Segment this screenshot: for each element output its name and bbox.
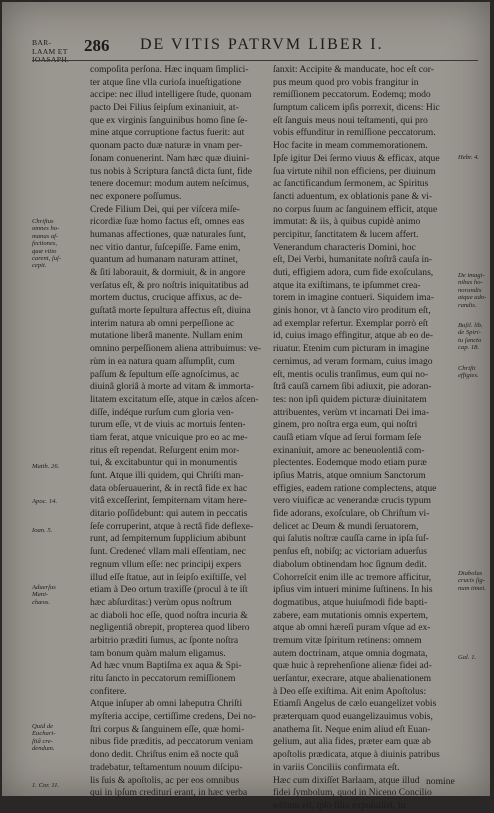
- margin-note: [458, 322, 490, 352]
- text-line: ginem, pro noſtra erga eum, qui noſtri: [273, 419, 418, 431]
- margin-note-line: tu ſancto: [458, 336, 482, 344]
- text-line: atque ab omni hæreſi puram vſque ad ex-: [273, 622, 431, 634]
- margin-note: [458, 272, 490, 309]
- margin-note: [32, 527, 86, 534]
- margin-note-line: De imagi-: [458, 272, 485, 279]
- text-line: mortem ductus, crucique affixus, ac de-: [90, 292, 242, 304]
- margin-note-line: dendum.: [32, 745, 55, 753]
- text-line: diuinâ gloriâ à morte ad vitam & immorta-: [90, 381, 254, 393]
- text-line: ac diaboli hoc eſſe, quod noſtra incuria &: [90, 609, 248, 621]
- text-line: fide adorans, exoſculare, ob Chriſtum vi-: [273, 508, 430, 520]
- margin-note: [32, 498, 86, 505]
- text-line: nibus fide præditis, ad peccatorum veniam: [90, 736, 254, 748]
- text-line: diſſe, indéque rurſum cum gloria ven-: [90, 406, 234, 418]
- right-text-column: [273, 64, 455, 813]
- text-line: tes: non ipſi quidem picturæ diuinitatem: [273, 393, 427, 405]
- text-line: vero viuificæ ac venerandæ crucis typum: [273, 495, 431, 507]
- text-line: tradebatur, teſtamentum nouum diſcipu-: [90, 761, 243, 773]
- text-line: editum eſt, ipſo filio expoſuiſſet, in: [273, 799, 406, 811]
- margin-note-line: Gal. 1.: [458, 654, 477, 661]
- text-line: nec vitio dantur, ſuſcepiſſe. Fame enim,: [90, 241, 241, 253]
- text-line: ipſius vim intueri minime ſuſtinens. In his: [273, 584, 433, 596]
- margin-note-line: Baſil. lib.: [458, 322, 483, 329]
- margin-note: [458, 654, 490, 661]
- text-line: Etiamſi Angelus de cælo euangelizet vobis: [273, 698, 437, 710]
- text-line: tus nobis à Scriptura ſanctâ dicta ſunt, fide: [90, 165, 252, 177]
- text-line: arbitrio præditi ſumus, ac ſponte noſtra: [90, 634, 239, 646]
- text-line: plectentes. Eodemque modo etiam puræ: [273, 457, 427, 469]
- text-line: myſteria accipe, certiſſime credens, Dei no-: [90, 711, 256, 723]
- text-line: ſanxit: Accipite & manducate, hoc eſt cor-: [273, 64, 434, 75]
- margin-note-line: Apoc. 14.: [32, 498, 58, 505]
- text-line: illud eſſe ſtatue, aut in ſeipſo exiſtiſſe, vel: [90, 571, 247, 583]
- text-line: negligentiâ obrepit, propterea quod libero: [90, 622, 250, 634]
- text-line: riuatur. Etenim cum picturam in imagine: [273, 343, 430, 355]
- text-line: tui, & excitabuntur qui in monumentis: [90, 457, 238, 469]
- text-line: etiam à Deo ortum traxiſſe (procul à te iſt: [90, 584, 248, 596]
- text-line: cauſâ etiam vſque ad ſerui formam ſeſe: [273, 431, 422, 443]
- text-line: qui in ipſum crediturí erant, in hæc verba: [90, 787, 248, 799]
- text-line: immutat: & iis, à quibus cupidè animo: [273, 216, 421, 228]
- text-line: ipſius Matris, atque omnium Sanctorum: [273, 470, 426, 481]
- text-line: in variis Conciliis confirmata eſt.: [273, 761, 400, 773]
- book-page: [2, 2, 490, 811]
- text-line: tenere docemur: modum autem neſcimus,: [90, 178, 250, 190]
- margin-note-line: Hebr. 4.: [458, 154, 480, 161]
- text-line: Venerandum characteris Domini, hoc: [273, 241, 416, 253]
- margin-note-line: nibus ho-: [458, 279, 483, 287]
- text-line: hæc abſurditas:) verùm opus noſtrum: [90, 596, 232, 608]
- margin-note: [458, 154, 490, 161]
- text-line: à Deo eſſe exiſtima. Ait enim Apoſtolus:: [273, 685, 427, 697]
- text-line: atque ita exiſtimans, te ipſummet crea-: [273, 279, 421, 291]
- text-line: quantum ad humanam naturam attinet,: [90, 254, 238, 266]
- text-line: dogmatibus, atque huiuſmodi fide bapti-: [273, 596, 428, 608]
- text-line: eſt, Dei Verbi, humanitate noſtrâ cauſa in-: [273, 254, 433, 266]
- text-line: Atque inſuper ab omni labeputra Chriſti: [90, 698, 243, 710]
- text-line: Ipſe igitur Dei ſermo viuus & efficax, atque: [273, 152, 440, 164]
- text-line: attribuentes, verùm vt incarnati Dei ima-: [273, 406, 430, 418]
- text-line: ac ſanctificandum ſermonem, ac Spiritus: [273, 178, 429, 190]
- text-line: data obſeruauerint, & in rectâ fide ex hac: [90, 482, 248, 494]
- margin-note: [32, 782, 86, 789]
- text-line: duti, effigiem adora, cum fide exoſculans,: [273, 267, 434, 278]
- margin-note-line: 1. Cor. 11.: [32, 782, 60, 789]
- text-line: Hoc facite in meam commemorationem.: [273, 140, 428, 152]
- text-line: id, cuius imago effingitur, atque ab eo de-: [273, 330, 434, 342]
- text-line: tremum vitæ ſpiritum retinens: omnem: [273, 634, 422, 646]
- margin-note: [32, 218, 86, 270]
- text-line: guſtatâ morte ſepultura affectus eſt, diuina: [90, 305, 251, 317]
- margin-note-line: Diabolus: [458, 570, 483, 577]
- margin-note-line: Matth. 26.: [32, 463, 60, 470]
- text-line: & ſiti laborauit, & dormiuit, & in angore: [90, 267, 246, 278]
- text-line: penſus eſt, nobiſq; ac victoriam aduerſus: [273, 546, 427, 558]
- text-line: delicet ac Deum & mundi ſeruatorem,: [273, 520, 419, 532]
- text-line: turum eſſe, vt de viuis ac mortuis ſenten-: [90, 419, 246, 431]
- margin-note-line: Quid de: [32, 723, 54, 730]
- text-line: ter atque ſine vlla curioſa inueſtigatione: [90, 76, 242, 88]
- text-line: pacto Dei Filius ſeipſum exinaniuit, at-: [90, 102, 239, 114]
- margin-note-line: Euchari-: [32, 730, 56, 738]
- text-line: ſumptum calicem ipſis porrexit, dicens: Hic: [273, 102, 440, 114]
- text-line: ſtrâ cauſâ carnem ſibi adiuxit, pie adoran-: [273, 381, 432, 393]
- margin-note-line: cap. 18.: [458, 344, 480, 352]
- margin-note-line: chæos.: [32, 598, 51, 606]
- text-line: uerſantur, execrare, atque abalienationem: [273, 673, 432, 684]
- text-line: torem in imagine contueri. Siquidem ima-: [273, 292, 434, 304]
- text-line: fidei ſymbolum, quod in Niceno Concilio: [273, 787, 432, 799]
- text-line: exinaniuit, amore ac beneuolentiâ com-: [273, 444, 425, 456]
- margin-note-line: norandis: [458, 286, 482, 294]
- text-line: quonam pacto duæ naturæ in vnam per-: [90, 140, 243, 152]
- margin-note-line: Aduerſus: [32, 584, 56, 591]
- margin-note-line: ſtiâ cre-: [32, 737, 53, 745]
- text-line: ſeſe corruperint, atque à rectâ fide deflexe-: [90, 520, 254, 532]
- text-line: mutatione liberâ manente. Nullam enim: [90, 330, 243, 342]
- text-line: nec exponere poſſumus.: [90, 190, 182, 202]
- margin-note-line: randis.: [458, 301, 477, 309]
- text-line: tiam ferat, atque vnicuique pro eo ac me-: [90, 431, 248, 443]
- margin-note-line: quæ vitio: [32, 247, 57, 255]
- text-line: ricordiæ ſuæ homo factus eſt, omnes eas: [90, 216, 245, 228]
- text-line: ritu ſancto in peccatorum remiſſionem: [90, 673, 236, 684]
- text-line: omnino perpeſſionem aliena attribuimus: ve-: [90, 343, 262, 355]
- margin-note: [32, 463, 86, 470]
- text-line: ad exemplar refertur. Exemplar porrò eſt: [273, 317, 429, 329]
- text-line: ſunt. Credeneć vllam mali eſſentiam, nec: [90, 546, 246, 558]
- margin-note-line: effigies.: [458, 372, 479, 380]
- text-line: lis ſuis & apoſtolis, ac per eos omnibus: [90, 774, 240, 786]
- text-line: tam bonum quàm malum eligamus.: [90, 647, 226, 659]
- margin-note-line: Mani-: [32, 591, 49, 599]
- margin-note-line: de Spiri-: [458, 329, 481, 337]
- text-line: vobis effunditur in remiſſione peccatorum.: [273, 127, 436, 139]
- text-line: ritus eſt rependat. Reſurgent enim mor-: [90, 444, 240, 456]
- text-line: autem doctrinam, atque omnia dogmata,: [273, 647, 428, 659]
- text-line: Cohorreſcit enim ille ac tremore afficitur,: [273, 571, 432, 583]
- text-line: vitâ exceſſerint, ſempiternam vitam here-: [90, 495, 247, 507]
- margin-note: [32, 584, 86, 606]
- text-line: dono dedit. Chriſtus enim eâ nocte quâ: [90, 749, 239, 761]
- running-title: DE VITIS PATRVM LIBER I.: [140, 36, 384, 53]
- text-line: confitere.: [90, 685, 127, 697]
- text-line: ſunt. Atque illi quidem, qui Chriſti man-: [90, 470, 244, 481]
- margin-note: [458, 365, 490, 380]
- text-line: Hæc cum dixiſſet Barlaam, atque illud: [273, 774, 420, 786]
- text-line: no corpus ſuum ac ſanguinem efficit, atque: [273, 203, 438, 215]
- text-line: cernimus, ad veram formam, cuius imago: [273, 355, 433, 367]
- margin-note-line: num timet.: [458, 584, 486, 592]
- text-line: interim natura ab omni perpeſſione ac: [90, 317, 235, 329]
- left-text-column: [90, 64, 266, 800]
- text-line: diabolum obtinendam hoc ſignum dedit.: [273, 558, 427, 570]
- text-line: gelium, aut alia fides, præter eam quæ ab: [273, 736, 431, 748]
- text-line: Ad hæc vnum Baptiſma ex aqua & Spi-: [90, 660, 242, 672]
- text-line: ſua virtute nihil non efficiens, per diuinum: [273, 165, 436, 177]
- text-line: accipe: nec illud intelligere ſtude, quonam: [90, 89, 252, 101]
- header-rule: [32, 60, 478, 61]
- text-line: ſancti aduentum, ex oblationis pane & vi-: [273, 190, 433, 202]
- text-line: apoſtolis prædicata, atque à diuinis patribus: [273, 749, 440, 761]
- running-head-left: BAR- LAAM ET: [32, 38, 68, 56]
- text-line: percipitur, ſanctitatem & lucem affert.: [273, 228, 419, 240]
- margin-note-line: cepit.: [32, 262, 47, 270]
- margin-note-line: fectiones,: [32, 240, 58, 248]
- margin-note-line: omnes ho-: [32, 225, 60, 233]
- margin-note-line: manas af-: [32, 232, 59, 240]
- text-line: runt, ad ſempiternum ſupplicium abibunt: [90, 533, 246, 545]
- text-line: eſt ſanguis meus noui teſtamenti, qui pro: [273, 114, 428, 126]
- text-line: anathema ſit. Neque enim aliud eſt Euan-: [273, 723, 431, 735]
- margin-note-line: Ioan. 5.: [32, 527, 53, 534]
- text-line: compoſita perſona. Hæc inquam ſimplici-: [90, 64, 249, 75]
- margin-note: [32, 723, 86, 753]
- text-line: ginis honor, vt à ſancto viro proditum eſt,: [273, 305, 431, 317]
- text-line: effigies, eadem ratione complectens, atque: [273, 482, 437, 494]
- text-line: ditario poſſidebunt: qui autem in peccatis: [90, 508, 248, 520]
- page-header: [32, 36, 478, 58]
- margin-note-line: carent, ſuſ-: [32, 255, 62, 263]
- margin-note-line: Chriſti: [458, 365, 476, 372]
- text-line: paſſum & ſepultum eſſe agnoſcimus, ac: [90, 368, 240, 380]
- text-line: litatem excitatum eſſe, atque in cælos aſcen-: [90, 393, 259, 405]
- margin-note-line: atque ado-: [458, 294, 487, 302]
- text-line: qui ſalutis noſtræ cauſſa carne in ipſa ſuſ-: [273, 533, 429, 545]
- text-line: quæ huic à reprehenſione alienæ fidei ad-: [273, 660, 432, 672]
- catchword: nomine: [426, 776, 455, 787]
- margin-note: [458, 570, 490, 592]
- text-line: mine atque corruptione factus fuerit: aut: [90, 127, 245, 139]
- text-line: præterquam quod euangelizauimus vobis,: [273, 711, 433, 723]
- text-line: ſtri corpus & ſanguinem eſſe, quæ homi-: [90, 723, 245, 735]
- text-line: verſatus eſt, & pro noſtris iniquitatibus ad: [90, 279, 249, 291]
- text-line: eſt, mentis oculis tranſimus, eum qui no-: [273, 368, 429, 380]
- margin-note-line: Chriſtus: [32, 218, 54, 225]
- text-line: pus meum quod pro vobis frangitur in: [273, 76, 419, 88]
- margin-note-line: crucis ſig-: [458, 577, 485, 585]
- text-line: zabere, eam mutationis omnis expertem,: [273, 609, 429, 621]
- page-number: 286: [84, 36, 110, 55]
- text-line: ſonam conuenerint. Nam hæc quæ diuini-: [90, 152, 250, 164]
- text-line: regnum vllum eſſe: nec principij expers: [90, 558, 242, 570]
- text-line: que ex virginis ſanguinibus homo ſine ſe-: [90, 114, 248, 126]
- text-line: humanas affectiones, quæ naturales ſunt,: [90, 228, 246, 240]
- text-line: Crede Filium Dei, qui per viſcera miſe-: [90, 203, 240, 215]
- text-line: remiſſionem peccatorum. Eodemq; modo: [273, 89, 431, 101]
- text-line: rùm in ea natura quam aſſumpſit, cum: [90, 355, 235, 367]
